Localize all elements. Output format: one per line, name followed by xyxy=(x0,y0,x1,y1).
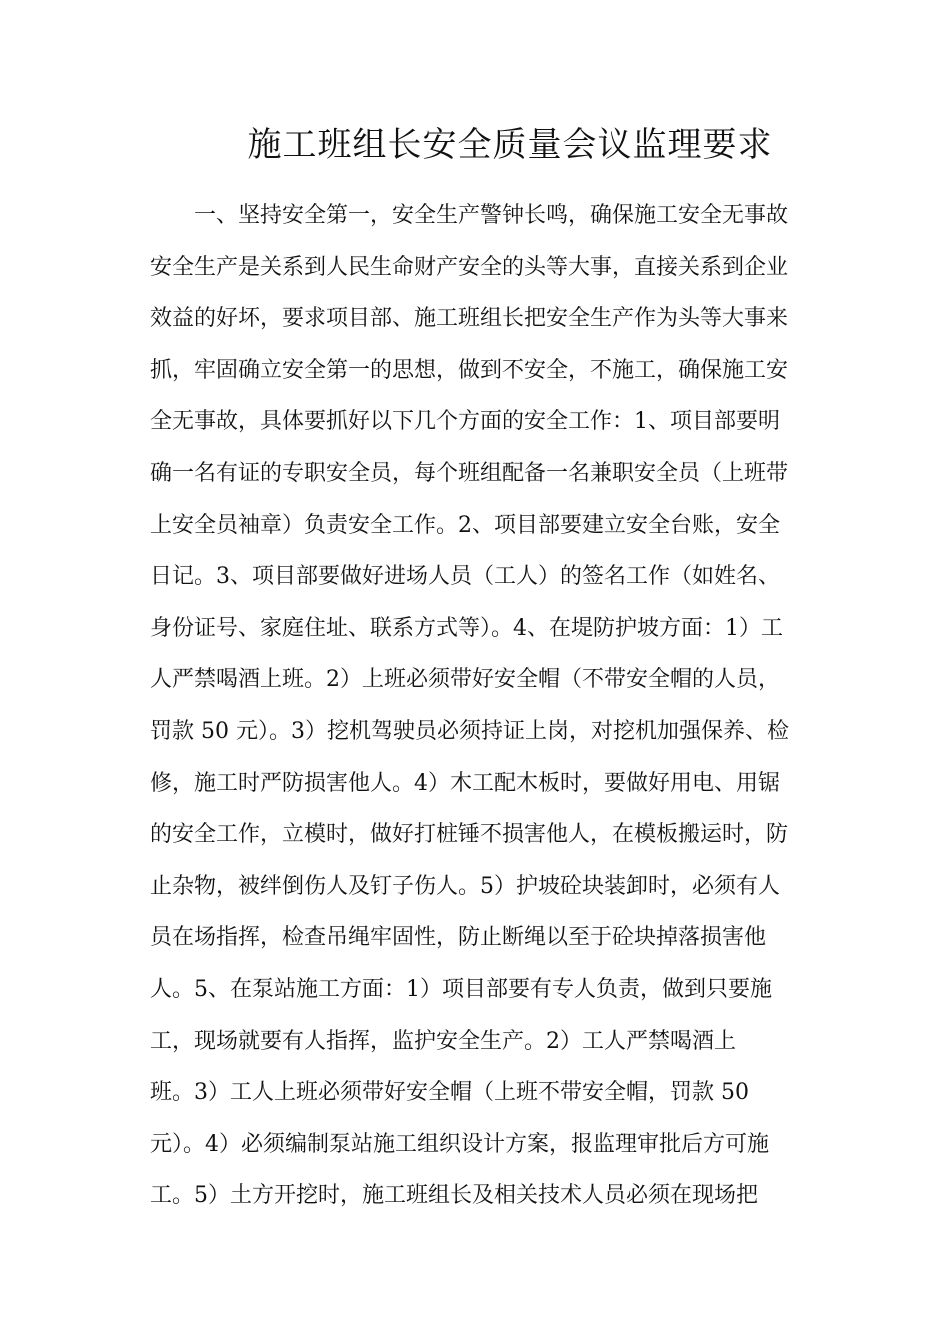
body-line: 元）。4）必须编制泵站施工组织设计方案，报监理审批后方可施 xyxy=(150,1131,769,1157)
body-line: 安全生产是关系到人民生命财产安全的头等大事，直接关系到企业 xyxy=(150,254,789,280)
body-line: 班。3）工人上班必须带好安全帽（上班不带安全帽，罚款 50 xyxy=(150,1080,749,1106)
document-title: 施工班组长安全质量会议监理要求 xyxy=(247,125,773,165)
body-line: 一、坚持安全第一，安全生产警钟长鸣，确保施工安全无事故 xyxy=(150,203,789,228)
body-line: 工，现场就要有人指挥，监护安全生产。2）工人严禁喝酒上 xyxy=(150,1028,736,1054)
body-line: 抓，牢固确立安全第一的思想，做到不安全，不施工，确保施工安 xyxy=(150,357,789,383)
body-line: 工。5）土方开挖时，施工班组长及相关技术人员必须在现场把 xyxy=(150,1183,758,1209)
body-line: 修，施工时严防损害他人。4）木工配木板时，要做好用电、用锯 xyxy=(150,770,780,796)
body-line: 员在场指挥，检查吊绳牢固性，防止断绳以至于砼块掉落损害他 xyxy=(150,925,767,951)
body-line: 上安全员袖章）负责安全工作。2、项目部要建立安全台账，安全 xyxy=(150,512,780,538)
body-line: 全无事故，具体要抓好以下几个方面的安全工作：1、项目部要明 xyxy=(150,409,780,435)
document-body xyxy=(150,190,800,1222)
body-line: 的安全工作，立模时，做好打桩锤不损害他人，在模板搬运时，防 xyxy=(150,822,789,848)
body-line: 止杂物，被绊倒伤人及钉子伤人。5）护坡砼块装卸时，必须有人 xyxy=(150,873,780,899)
body-line: 确一名有证的专职安全员，每个班组配备一名兼职安全员（上班带 xyxy=(150,460,789,486)
body-line: 人严禁喝酒上班。2）上班必须带好安全帽（不带安全帽的人员， xyxy=(150,667,780,693)
body-line: 罚款 50 元）。3）挖机驾驶员必须持证上岗，对挖机加强保养、检 xyxy=(150,718,789,744)
body-line: 身份证号、家庭住址、联系方式等）。4、在堤防护坡方面：1）工 xyxy=(150,615,783,641)
body-line: 日记。3、项目部要做好进场人员（工人）的签名工作（如姓名、 xyxy=(150,564,780,590)
body-line: 人。5、在泵站施工方面：1）项目部要有专人负责，做到只要施 xyxy=(150,976,772,1002)
body-line: 效益的好坏，要求项目部、施工班组长把安全生产作为头等大事来 xyxy=(150,306,789,332)
